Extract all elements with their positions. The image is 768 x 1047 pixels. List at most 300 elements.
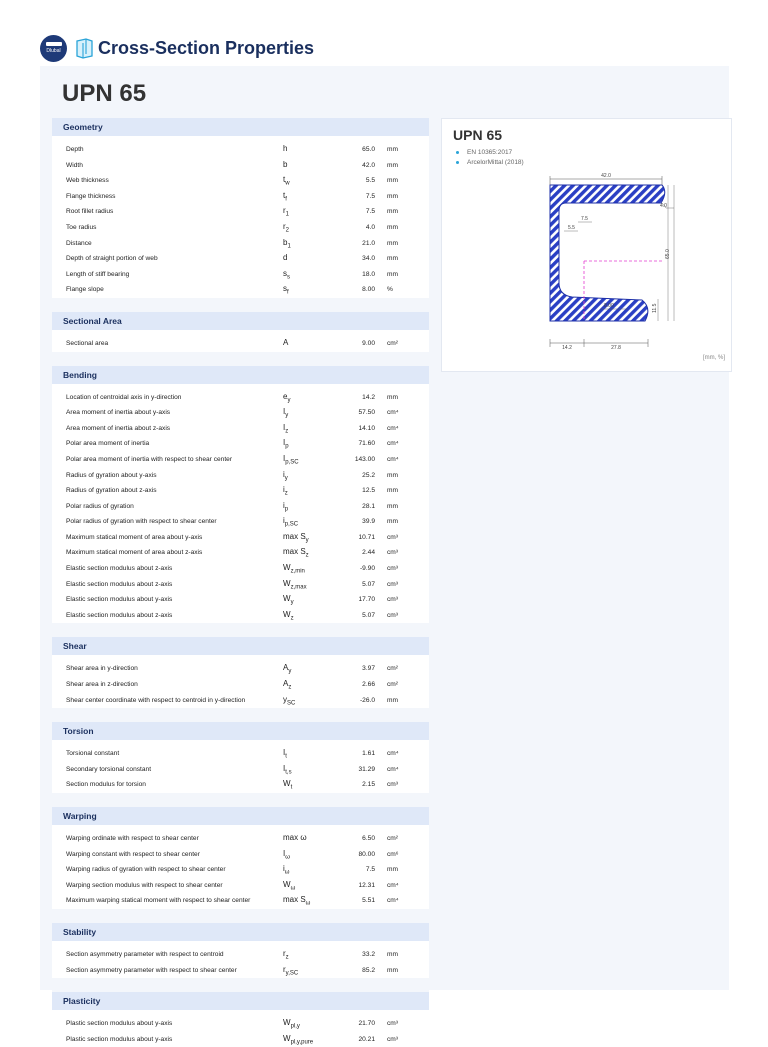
property-row <box>52 862 429 878</box>
property-label: Section asymmetry parameter with respect to centroid <box>66 950 224 958</box>
symbol-base: i <box>283 500 285 510</box>
symbol-base: i <box>283 485 285 495</box>
symbol-base: max S <box>283 547 306 557</box>
property-value: 34.0 <box>362 255 375 263</box>
property-value: 21.70 <box>358 1020 375 1028</box>
page-title: Cross-Section Properties <box>98 37 315 58</box>
symbol-subscript: z <box>285 428 289 435</box>
symbol-base: e <box>283 391 288 401</box>
symbol-subscript: SC <box>287 700 296 707</box>
symbol-base: A <box>283 337 289 347</box>
symbol-subscript: 1 <box>285 211 290 218</box>
property-symbol <box>283 516 298 528</box>
property-unit: mm <box>387 239 398 247</box>
symbol-base: W <box>283 779 291 789</box>
property-unit: cm⁴ <box>387 424 399 432</box>
symbol-base: I <box>283 748 286 758</box>
book-icon <box>73 37 95 59</box>
dim-web-thickness: 5.5 <box>568 225 575 231</box>
dim-bottom-left: 14.2 <box>562 345 572 351</box>
property-symbol <box>283 695 295 707</box>
property-unit: mm <box>387 223 398 231</box>
property-symbol <box>283 895 310 907</box>
symbol-base: max S <box>283 895 306 905</box>
property-unit: cm³ <box>387 533 398 541</box>
symbol-base: max ω <box>283 833 307 842</box>
property-value: 5.51 <box>362 897 375 905</box>
property-unit: cm³ <box>387 580 398 588</box>
property-row <box>52 545 429 561</box>
section-gap <box>52 978 429 992</box>
symbol-base: r <box>283 948 286 958</box>
symbol-base: W <box>283 609 291 619</box>
section-header: Plasticity <box>52 992 429 1010</box>
property-unit: cm³ <box>387 781 398 789</box>
property-symbol <box>283 407 288 419</box>
property-row <box>52 236 429 252</box>
property-label: Elastic section modulus about z-axis <box>66 611 173 619</box>
logo-text: Dlubal <box>46 48 61 54</box>
symbol-base: I <box>283 453 286 463</box>
property-unit: mm <box>387 393 398 401</box>
symbol-base: r <box>283 206 286 216</box>
property-symbol <box>283 880 295 892</box>
property-symbol <box>283 547 309 559</box>
property-label: Toe radius <box>66 223 97 231</box>
section-gap <box>52 909 429 923</box>
property-row <box>52 746 429 762</box>
property-unit: mm <box>387 161 398 169</box>
symbol-subscript: y <box>290 599 294 606</box>
property-symbol <box>283 175 290 187</box>
property-row <box>52 762 429 778</box>
property-label: Sectional area <box>66 339 109 347</box>
property-row <box>52 452 429 468</box>
property-label: Radius of gyration about z-axis <box>66 487 157 495</box>
property-row <box>52 421 429 437</box>
property-unit: cm² <box>387 665 398 673</box>
symbol-base: b <box>283 159 288 169</box>
property-row <box>52 847 429 863</box>
property-row <box>52 483 429 499</box>
property-symbol <box>283 485 288 497</box>
symbol-subscript: ω <box>284 869 290 876</box>
property-row <box>52 251 429 267</box>
property-value: 12.5 <box>362 487 375 495</box>
section-gap <box>52 708 429 722</box>
property-label: Length of stiff bearing <box>66 270 130 278</box>
property-label: Polar radius of gyration with respect to shear center <box>66 518 217 526</box>
property-label: Section asymmetry parameter with respect to shear center <box>66 966 237 974</box>
symbol-base: r <box>283 221 286 231</box>
property-unit: mm <box>387 518 398 526</box>
property-unit: cm³ <box>387 549 398 557</box>
property-unit: cm⁴ <box>387 455 399 463</box>
property-label: Maximum warping statical moment with respect to shear center <box>66 897 251 905</box>
property-symbol <box>283 501 288 513</box>
property-label: Area moment of inertia about y-axis <box>66 409 171 417</box>
property-row <box>52 947 429 963</box>
property-unit: mm <box>387 146 398 153</box>
symbol-subscript: y,SC <box>285 970 299 977</box>
property-row <box>52 468 429 484</box>
property-value: -9.90 <box>359 565 375 573</box>
property-row <box>52 561 429 577</box>
symbol-subscript: y <box>288 669 292 676</box>
property-symbol <box>283 610 294 622</box>
property-value: 2.15 <box>362 781 375 789</box>
property-value: 33.2 <box>362 950 375 958</box>
section-gap <box>52 623 429 637</box>
symbol-subscript: ω <box>285 854 290 861</box>
property-unit: mm <box>387 255 398 263</box>
symbol-subscript: w <box>285 180 290 187</box>
symbol-base: A <box>283 663 289 673</box>
property-symbol <box>283 949 289 961</box>
property-symbol <box>283 338 288 350</box>
property-label: Polar area moment of inertia <box>66 440 150 448</box>
symbol-base: r <box>283 964 286 974</box>
property-row <box>52 336 429 352</box>
property-symbol <box>283 470 288 482</box>
property-value: 7.5 <box>365 866 375 874</box>
symbol-base: y <box>283 694 287 704</box>
symbol-subscript: y <box>305 537 309 544</box>
symbol-subscript: pl,y,pure <box>290 1039 314 1046</box>
app-header <box>40 33 314 63</box>
property-row <box>52 878 429 894</box>
property-row <box>52 204 429 220</box>
dim-width: 42.0 <box>601 173 611 179</box>
symbol-base: i <box>283 469 285 479</box>
property-value: 3.97 <box>362 665 375 673</box>
symbol-base: W <box>283 1018 291 1028</box>
property-symbol <box>283 833 307 845</box>
symbol-subscript: y <box>285 412 289 419</box>
property-row <box>52 173 429 189</box>
property-label: Warping section modulus with respect to shear center <box>66 881 223 889</box>
property-symbol <box>283 663 291 675</box>
property-value: 65.0 <box>362 146 375 153</box>
property-label: Depth of straight portion of web <box>66 255 158 263</box>
symbol-subscript: f <box>285 196 287 203</box>
property-value: 1.61 <box>362 750 375 758</box>
property-label: Polar radius of gyration <box>66 502 134 510</box>
property-value: 21.0 <box>362 239 375 247</box>
property-symbol <box>283 206 289 218</box>
property-unit: mm <box>387 208 398 216</box>
property-row <box>52 577 429 593</box>
property-label: Maximum statical moment of area about z-axis <box>66 549 203 557</box>
property-label: Flange slope <box>66 286 104 294</box>
symbol-subscript: z <box>290 615 294 622</box>
property-unit: mm <box>387 192 398 200</box>
property-label: Width <box>66 161 83 169</box>
section-gap <box>52 298 429 312</box>
section-gap <box>52 352 429 366</box>
symbol-subscript: 1 <box>287 243 291 250</box>
property-row <box>52 608 429 624</box>
standard-item-label: ArcelorMittal (2018) <box>467 158 524 166</box>
property-label: Maximum statical moment of area about y-axis <box>66 533 203 541</box>
symbol-base: W <box>283 1033 291 1043</box>
property-symbol <box>283 253 287 265</box>
symbol-base: max S <box>283 531 306 541</box>
property-value: 25.2 <box>362 471 375 479</box>
property-label: Web thickness <box>66 177 109 185</box>
property-label: Radius of gyration about y-axis <box>66 471 157 479</box>
property-row <box>52 514 429 530</box>
property-value: 5.07 <box>362 580 375 588</box>
property-label: Distance <box>66 239 92 247</box>
symbol-subscript: p,SC <box>285 459 299 466</box>
symbol-base: W <box>283 563 291 573</box>
property-row <box>52 142 429 158</box>
property-value: 7.5 <box>365 192 375 200</box>
section-header: Torsion <box>52 722 429 740</box>
symbol-subscript: y <box>287 397 291 404</box>
dlubal-logo <box>40 35 67 62</box>
dim-slope: 8.00 <box>604 303 614 309</box>
property-unit: mm <box>387 177 398 185</box>
property-row <box>52 777 429 793</box>
symbol-subscript: z <box>305 553 309 560</box>
property-label: Elastic section modulus about z-axis <box>66 565 173 573</box>
section-header: Stability <box>52 923 429 941</box>
property-symbol <box>283 238 291 250</box>
cross-section-drawing <box>442 119 731 371</box>
property-value: 57.50 <box>358 409 375 417</box>
property-label: Depth <box>66 146 84 153</box>
symbol-subscript: p <box>284 506 289 513</box>
symbol-subscript: y <box>284 475 288 482</box>
property-symbol <box>283 849 290 861</box>
property-label: Polar area moment of inertia with respect to shear center <box>66 455 233 463</box>
symbol-subscript: p,SC <box>284 521 299 528</box>
symbol-base: I <box>283 422 286 432</box>
property-symbol <box>283 965 298 977</box>
property-label: Warping radius of gyration with respect to shear center <box>66 866 226 874</box>
symbol-base: i <box>283 864 285 874</box>
property-value: 14.2 <box>362 393 375 401</box>
symbol-subscript: 2 <box>285 227 290 234</box>
property-symbol <box>283 679 291 691</box>
property-label: Warping constant with respect to shear center <box>66 850 200 858</box>
symbol-base: I <box>283 438 286 448</box>
property-row <box>52 592 429 608</box>
units-note: [mm, %] <box>703 355 725 361</box>
property-label: Shear area in z-direction <box>66 681 138 689</box>
property-unit: cm⁴ <box>387 881 399 889</box>
property-label: Root fillet radius <box>66 208 114 216</box>
property-symbol <box>283 392 290 404</box>
property-row <box>52 282 429 298</box>
property-unit: cm³ <box>387 565 398 573</box>
property-unit: cm³ <box>387 1020 398 1028</box>
property-row <box>52 693 429 709</box>
symbol-base: W <box>283 578 291 588</box>
property-unit: cm² <box>387 339 398 347</box>
channel-section <box>550 185 665 321</box>
property-label: Secondary torsional constant <box>66 765 152 773</box>
symbol-subscript: z,min <box>290 568 305 575</box>
symbol-subscript: ω <box>305 900 311 907</box>
property-value: 39.9 <box>362 518 375 526</box>
property-row <box>52 267 429 283</box>
property-row <box>52 220 429 236</box>
dim-flange-thickness: 7.5 <box>581 216 588 222</box>
property-value: 18.0 <box>362 270 375 278</box>
dim-fillet: 11.5 <box>652 303 658 313</box>
property-label: Flange thickness <box>66 192 116 200</box>
property-value: -26.0 <box>359 696 375 704</box>
property-value: 85.2 <box>362 966 375 974</box>
symbol-subscript: t <box>290 785 293 791</box>
section-header: Geometry <box>52 118 429 136</box>
dim-toe: 4.0 <box>660 203 667 209</box>
properties-table <box>52 118 429 1047</box>
property-unit: cm⁴ <box>387 440 399 448</box>
property-symbol <box>283 144 287 156</box>
symbol-subscript: f <box>287 289 289 296</box>
property-unit: % <box>387 286 393 294</box>
property-row <box>52 963 429 979</box>
property-symbol <box>283 764 292 776</box>
symbol-base: I <box>283 763 286 773</box>
property-value: 71.60 <box>358 440 375 448</box>
property-label: Torsional constant <box>66 750 120 758</box>
property-label: Area moment of inertia about z-axis <box>66 424 171 432</box>
section-header: Shear <box>52 637 429 655</box>
symbol-subscript: s <box>287 274 290 281</box>
property-symbol <box>283 438 289 450</box>
property-value: 9.00 <box>362 339 375 347</box>
property-symbol <box>283 284 289 296</box>
property-label: Section modulus for torsion <box>66 781 146 789</box>
symbol-base: b <box>283 237 288 247</box>
property-unit: cm⁴ <box>387 765 399 773</box>
property-unit: cm² <box>387 835 398 842</box>
symbol-base: A <box>283 679 289 689</box>
property-value: 2.66 <box>362 681 375 689</box>
property-label: Warping ordinate with respect to shear center <box>66 835 199 842</box>
standard-item-label: EN 10365:2017 <box>467 148 513 156</box>
property-symbol <box>283 579 307 591</box>
profile-card <box>441 118 732 372</box>
property-unit: cm² <box>387 681 398 689</box>
property-value: 14.10 <box>358 424 375 432</box>
symbol-subscript: pl,y <box>290 1023 300 1030</box>
symbol-subscript: t,s <box>285 769 292 776</box>
section-header: Warping <box>52 807 429 825</box>
property-value: 17.70 <box>358 596 375 604</box>
property-unit: mm <box>387 270 398 278</box>
property-symbol <box>283 191 287 203</box>
dim-bottom-right: 27.8 <box>611 345 621 351</box>
symbol-base: s <box>283 284 287 294</box>
property-row <box>52 158 429 174</box>
property-unit: cm⁴ <box>387 409 399 417</box>
property-unit: mm <box>387 866 398 874</box>
section-gap <box>52 793 429 807</box>
symbol-base: W <box>283 879 291 889</box>
property-symbol <box>283 423 288 435</box>
property-symbol <box>283 1034 313 1046</box>
property-row <box>52 677 429 693</box>
property-value: 4.0 <box>365 223 375 231</box>
property-label: Elastic section modulus about z-axis <box>66 580 173 588</box>
property-symbol <box>283 594 294 606</box>
symbol-base: I <box>283 407 286 417</box>
property-value: 42.0 <box>362 161 375 169</box>
property-row <box>52 893 429 909</box>
symbol-base: s <box>283 268 287 278</box>
property-value: 6.50 <box>362 835 375 842</box>
property-unit: mm <box>387 471 398 479</box>
property-label: Location of centroidal axis in y-direction <box>66 393 182 401</box>
property-symbol <box>283 748 287 760</box>
symbol-subscript: z <box>284 490 288 497</box>
property-value: 143.00 <box>354 455 375 463</box>
property-unit: cm³ <box>387 596 398 604</box>
property-value: 12.31 <box>358 881 375 889</box>
property-label: Plastic section modulus about y-axis <box>66 1020 173 1028</box>
property-value: 31.29 <box>358 765 375 773</box>
symbol-subscript: p <box>285 443 289 450</box>
symbol-subscript: ω <box>290 885 296 892</box>
property-unit: mm <box>387 966 398 974</box>
property-unit: mm <box>387 487 398 495</box>
symbol-base: I <box>283 848 286 858</box>
property-row <box>52 405 429 421</box>
dim-depth: 65.0 <box>665 249 671 259</box>
property-row <box>52 831 429 847</box>
property-row <box>52 661 429 677</box>
property-symbol <box>283 864 289 876</box>
property-symbol <box>283 454 299 466</box>
symbol-base: W <box>283 594 291 604</box>
property-unit: mm <box>387 696 398 704</box>
symbol-subscript: z <box>288 684 292 691</box>
property-row <box>52 436 429 452</box>
property-label: Shear area in y-direction <box>66 665 138 673</box>
property-unit: mm <box>387 502 398 510</box>
property-symbol <box>283 222 289 234</box>
property-value: 28.1 <box>362 502 375 510</box>
property-unit: cm³ <box>387 1035 398 1043</box>
symbol-base: t <box>283 190 286 200</box>
property-unit: cm⁴ <box>387 897 399 905</box>
property-row <box>52 530 429 546</box>
symbol-subscript: t <box>285 753 287 760</box>
property-value: 5.07 <box>362 611 375 619</box>
property-unit: cm⁴ <box>387 750 399 758</box>
symbol-base: t <box>283 175 286 185</box>
property-row <box>52 499 429 515</box>
property-label: Plastic section modulus about y-axis <box>66 1035 173 1043</box>
section-header: Sectional Area <box>52 312 429 330</box>
property-value: 5.5 <box>365 177 375 185</box>
property-unit: cm⁶ <box>387 850 399 858</box>
property-value: 20.21 <box>358 1035 375 1043</box>
symbol-base: i <box>283 516 285 526</box>
property-value: 80.00 <box>358 850 375 858</box>
property-value: 2.44 <box>362 549 375 557</box>
property-value: 10.71 <box>358 533 375 541</box>
property-value: 8.00 <box>362 286 375 294</box>
property-row <box>52 390 429 406</box>
symbol-subscript: z,max <box>290 584 307 591</box>
